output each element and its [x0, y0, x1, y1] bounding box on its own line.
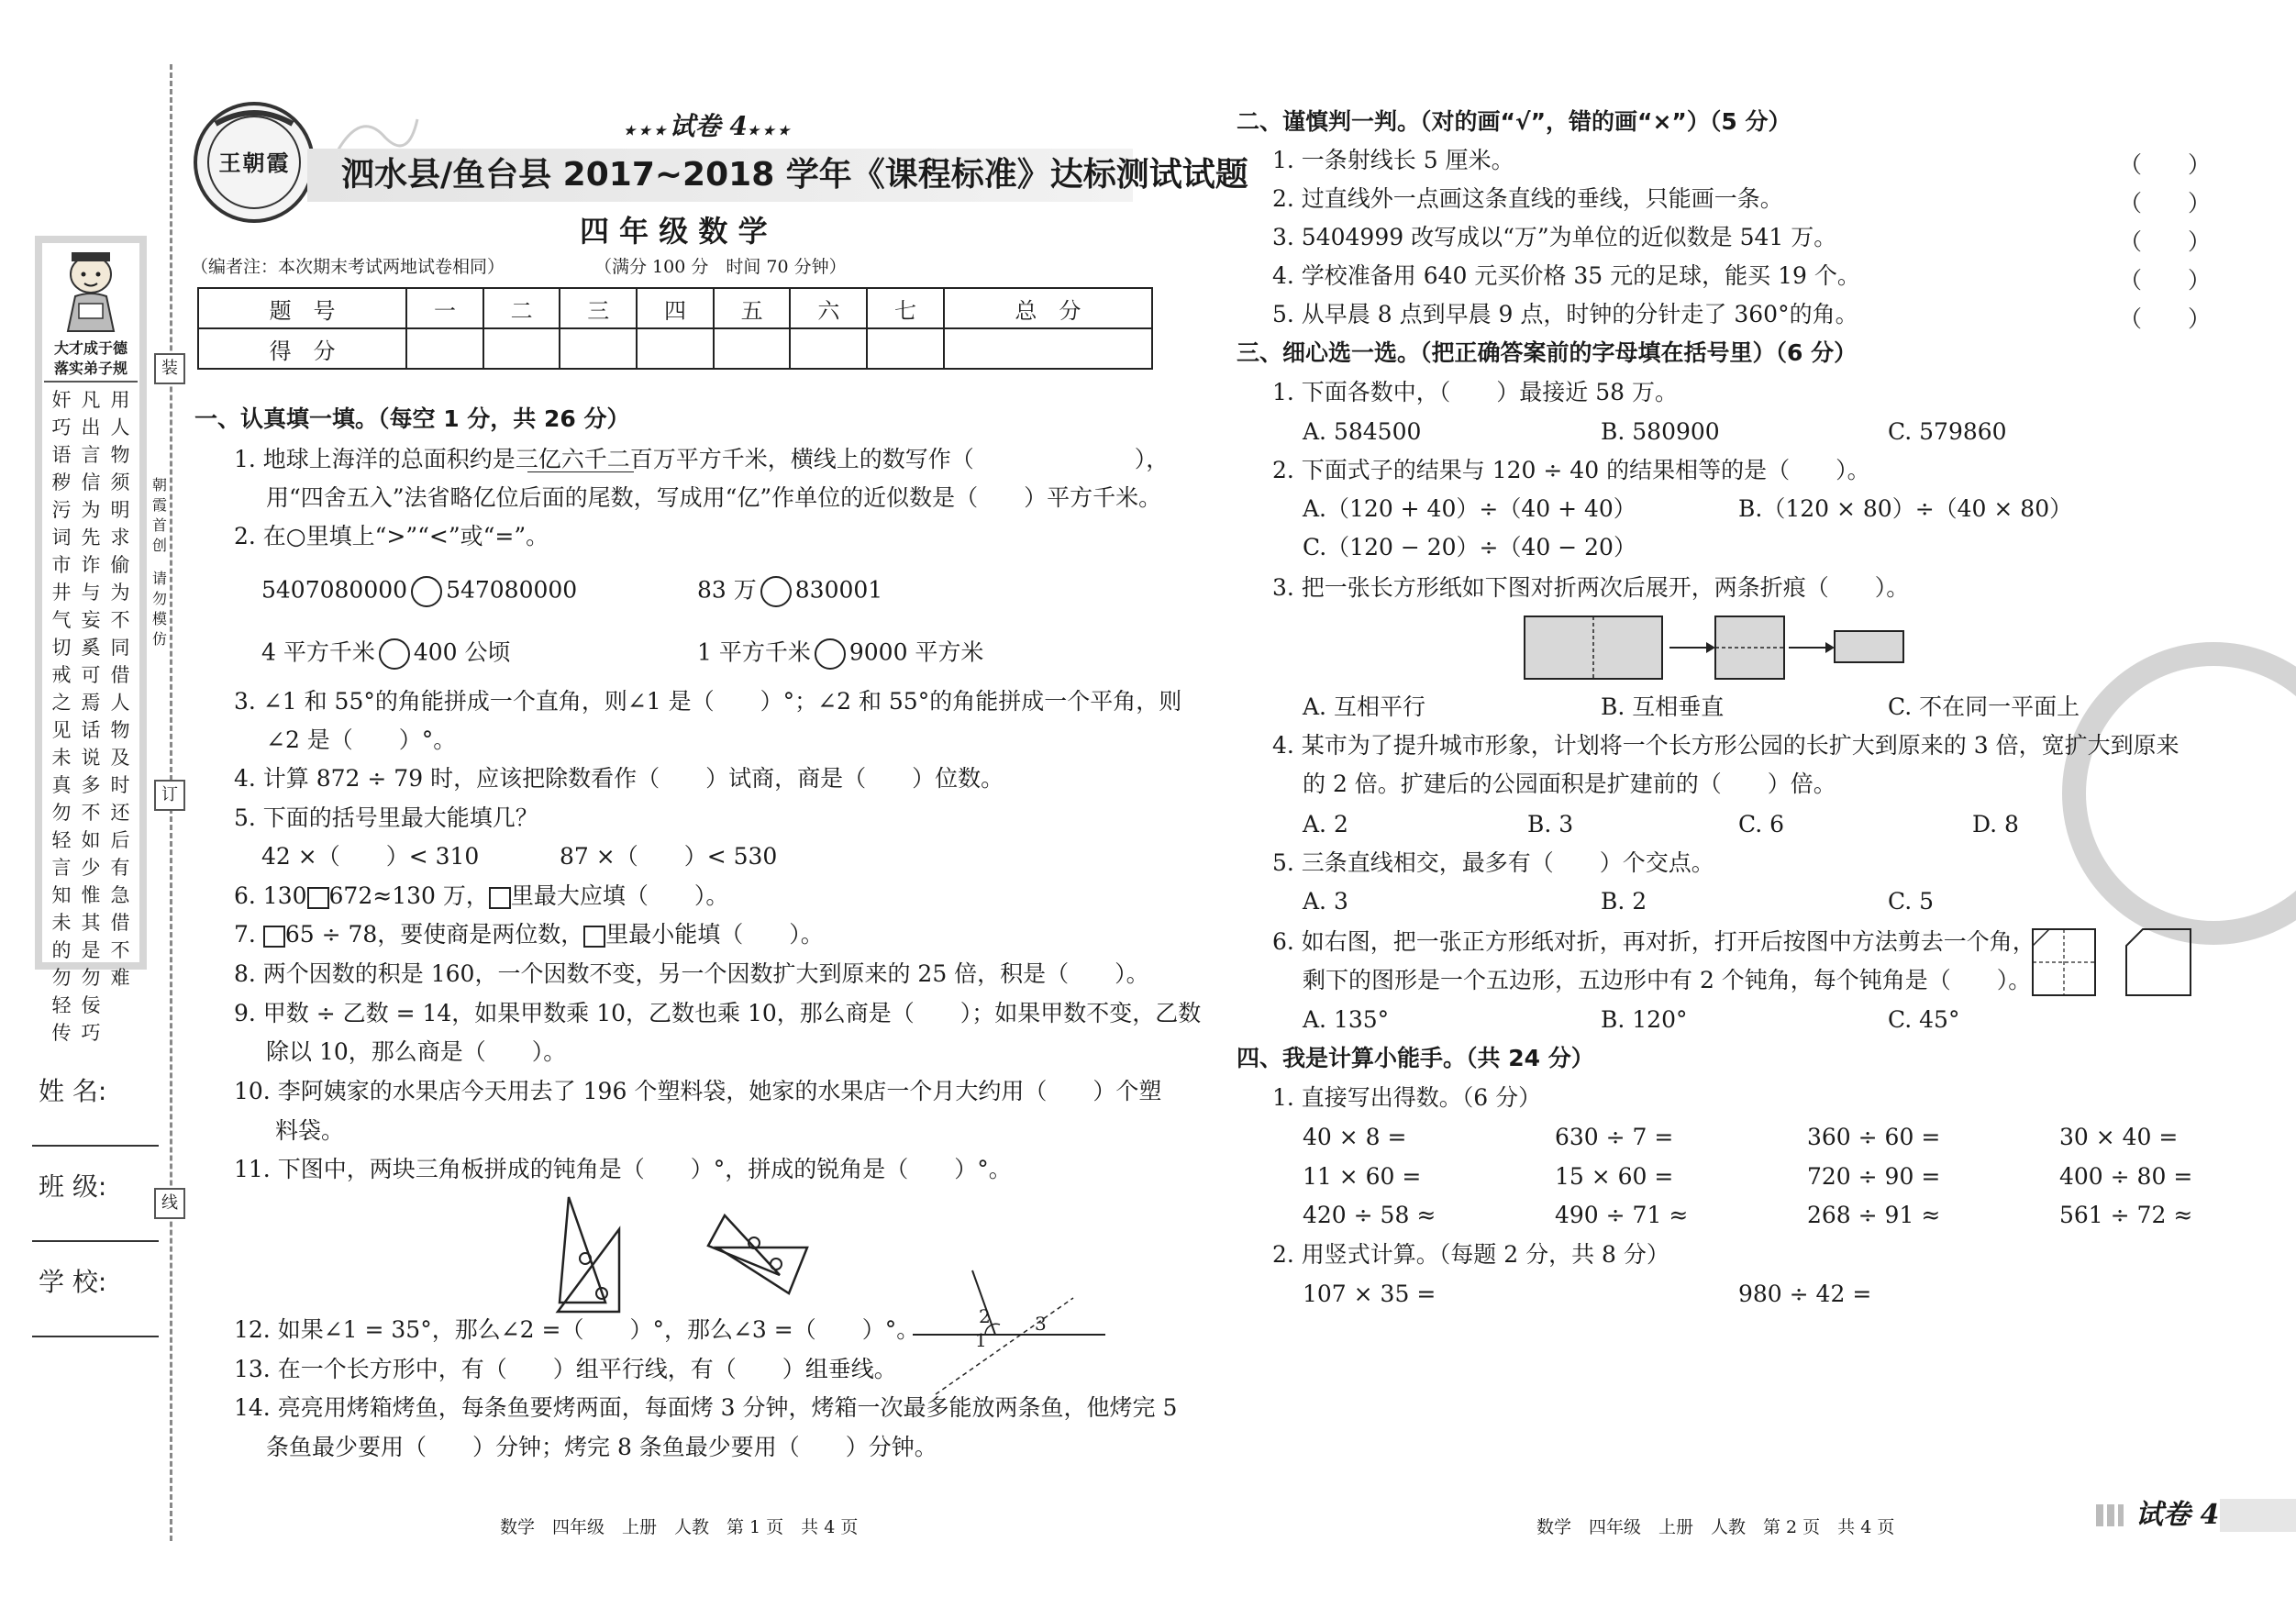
- angle-label-3: 3: [1035, 1313, 1047, 1335]
- class-field[interactable]: [32, 1240, 159, 1242]
- choice-2-option-b: B.（120 × 80）÷（40 × 80）: [1738, 495, 2073, 522]
- choice-5-option-a: A. 3: [1303, 888, 1348, 915]
- score-input-cell[interactable]: [637, 328, 714, 369]
- angle-diagram: [908, 1266, 1119, 1403]
- footer-bar: [2220, 1499, 2296, 1532]
- set-square-figure: [514, 1192, 826, 1316]
- choice-1: 1. 下面各数中，（ ）最接近 58 万。: [1272, 379, 1679, 405]
- choice-1-option-c: C. 579860: [1888, 418, 2007, 445]
- choice-4-option-d: D. 8: [1972, 811, 2019, 837]
- score-input-cell[interactable]: [406, 328, 483, 369]
- score-cell: 五: [714, 288, 791, 328]
- score-input-cell[interactable]: [483, 328, 560, 369]
- q1-underline: [527, 471, 634, 472]
- page-footer-left: 数学 四年级 上册 人教 第 1 页 共 4 页: [500, 1517, 859, 1537]
- choice-4-option-a: A. 2: [1303, 811, 1348, 837]
- question-5b: 87 ×（ ）< 530: [560, 843, 778, 870]
- school-field[interactable]: [32, 1336, 159, 1337]
- tag-stars-left: ★★★: [624, 124, 670, 139]
- q2b-left: 83 万: [697, 576, 757, 604]
- exam-tag-text: 试卷 4: [669, 111, 748, 141]
- editor-note: （编者注：本次期末考试两地试卷相同）: [191, 257, 505, 277]
- exam-tag: [624, 113, 793, 145]
- section-1-title: 一、认真填一填。（每空 1 分，共 26 分）: [194, 405, 630, 432]
- calc-item: 400 ÷ 80 =: [2059, 1163, 2193, 1190]
- question-9-line-2: 除以 10，那么商是（ ）。: [266, 1038, 567, 1065]
- question-14-line-1: 14. 亮亮用烤箱烤鱼，每条鱼要烤两面，每面烤 3 分钟，烤箱一次最多能放两条鱼，他烤完 5: [234, 1394, 1178, 1421]
- q7-mid: 65 ÷ 78，要使商是两位数，: [284, 921, 584, 948]
- choice-1-option-a: A. 584500: [1303, 418, 1422, 445]
- score-input-cell[interactable]: [867, 328, 944, 369]
- calc-item: 360 ÷ 60 =: [1807, 1124, 1941, 1150]
- name-label: 姓 名:: [39, 1076, 107, 1106]
- section-4-title: 四、我是计算小能手。（共 24 分）: [1237, 1045, 1594, 1071]
- judge-3: 3. 5404999 改写成以“万”为单位的近似数是 541 万。: [1272, 224, 1837, 250]
- score-cell: 一: [406, 288, 483, 328]
- binding-mark-1: 装: [154, 353, 185, 384]
- motto-divider: [44, 381, 138, 383]
- choice-5: 5. 三条直线相交，最多有（ ）个交点。: [1272, 849, 1714, 876]
- angle-label-1: 1: [975, 1329, 987, 1351]
- choice-2: 2. 下面式子的结果与 120 ÷ 40 的结果相等的是（ ）。: [1272, 457, 1870, 483]
- question-13: 13. 在一个长方形中，有（ ）组平行线，有（ ）组垂线。: [234, 1356, 897, 1382]
- choice-4-line-2: 的 2 倍。扩建后的公园面积是扩建前的（ ）倍。: [1303, 771, 1836, 797]
- question-14-line-2: 条鱼最少要用（ ）分钟；烤完 8 条鱼最少要用（ ）分钟。: [266, 1434, 937, 1460]
- calc-item: 40 × 8 =: [1303, 1124, 1407, 1150]
- answer-blank[interactable]: （ ）: [2119, 151, 2212, 178]
- q2-compare-c: [261, 638, 511, 670]
- question-2: 2. 在○里填上“>”“<”或“=”。: [234, 523, 549, 549]
- compare-circle[interactable]: [411, 576, 442, 607]
- q2-compare-a: [261, 576, 577, 607]
- calc-item: 11 × 60 =: [1303, 1163, 1422, 1190]
- score-cell: 得 分: [198, 328, 406, 369]
- binding-mark-2: 订: [154, 780, 185, 811]
- question-3-line-1: 3. ∠1 和 55°的角能拼成一个直角，则∠1 是（ ）°；∠2 和 55°的角能拼成一个平角，则: [234, 688, 1182, 715]
- footer-pattern: [2096, 1504, 2124, 1526]
- brand-logo-text: 王朝霞: [218, 150, 291, 176]
- score-table-score-row: [198, 328, 1152, 369]
- choice-3-option-c: C. 不在同一平面上: [1888, 693, 2080, 720]
- score-input-cell[interactable]: [790, 328, 867, 369]
- question-9-line-1: 9. 甲数 ÷ 乙数 = 14，如果甲数乘 10，乙数也乘 10，那么商是（ ）；如果甲数不变，乙数: [234, 1000, 1202, 1026]
- calc-subsection-1: 1. 直接写出得数。（6 分）: [1272, 1084, 1542, 1111]
- digit-box: [263, 926, 285, 948]
- question-5a: 42 ×（ ）< 310: [261, 843, 480, 870]
- score-time: （满分 100 分 时间 70 分钟）: [594, 257, 847, 277]
- answer-blank[interactable]: （ ）: [2119, 305, 2212, 332]
- motto-line1: 大才成于德: [53, 339, 128, 357]
- choice-4-option-c: C. 6: [1738, 811, 1785, 837]
- section-3-title: 三、细心选一选。（把正确答案前的字母填在括号里）（6 分）: [1237, 339, 1858, 366]
- angle-label-2: 2: [979, 1305, 991, 1327]
- calc-item: 420 ÷ 58 ≈: [1303, 1202, 1436, 1228]
- page-footer-right: 数学 四年级 上册 人教 第 2 页 共 4 页: [1536, 1517, 1895, 1537]
- compare-circle[interactable]: [815, 638, 846, 670]
- digit-box: [583, 926, 605, 948]
- calc-item: 30 × 40 =: [2059, 1124, 2179, 1150]
- question-7: [234, 921, 824, 948]
- question-3-line-2: ∠2 是（ ）°。: [266, 726, 457, 753]
- paper-folding-figure: [1523, 613, 1908, 686]
- class-label: 班 级:: [39, 1171, 107, 1202]
- digit-box: [307, 887, 329, 909]
- answer-blank[interactable]: （ ）: [2119, 267, 2212, 294]
- exam-title: 泗水县/鱼台县 2017~2018 学年《课程标准》达标测试试题: [341, 156, 1248, 194]
- score-table: [197, 287, 1153, 370]
- motto-strip: [35, 236, 147, 1044]
- proverb-column-1: 用人物须明求偷为不同借人物及时还后有急借不难: [110, 389, 130, 989]
- choice-2-option-a: A.（120 + 40）÷（40 + 40）: [1303, 495, 1636, 522]
- q7-pre: 7.: [234, 921, 263, 948]
- q2a-right: 547080000: [446, 576, 578, 604]
- calc-item: 15 × 60 =: [1555, 1163, 1674, 1190]
- answer-blank[interactable]: （ ）: [2119, 190, 2212, 216]
- exam-tag-footer: 试卷 4: [2135, 1499, 2220, 1531]
- watermark-seal: [2062, 642, 2296, 945]
- judge-1: 1. 一条射线长 5 厘米。: [1272, 147, 1514, 173]
- side-note-2: 请勿模仿: [151, 570, 167, 648]
- choice-3-option-b: B. 互相垂直: [1601, 693, 1725, 720]
- score-input-cell[interactable]: [944, 328, 1152, 369]
- vertical-calc-item: 980 ÷ 42 =: [1738, 1281, 1872, 1307]
- motto-inner: [42, 243, 139, 1044]
- question-6: [234, 882, 728, 910]
- choice-3-option-a: A. 互相平行: [1303, 693, 1425, 720]
- choice-4-option-b: B. 3: [1527, 811, 1574, 837]
- choice-6-line-2: 剩下的图形是一个五边形，五边形中有 2 个钝角，每个钝角是（ ）。: [1303, 967, 2032, 993]
- q2-compare-d: [697, 638, 983, 670]
- name-field[interactable]: [32, 1145, 159, 1147]
- score-cell: 三: [560, 288, 637, 328]
- proverb-column-3: 奸巧语秽污词市井气切戒之见未真勿轻言知未的勿轻传: [51, 389, 72, 1044]
- motto-line2: 落实弟子规: [53, 360, 128, 377]
- proverb-column-2: 凡出言信为先诈与妄奚可焉话说多不如少惟其是勿佞巧: [81, 389, 101, 1044]
- q6-pre: 6. 130: [234, 882, 307, 909]
- choice-5-option-b: B. 2: [1601, 888, 1647, 915]
- question-4: 4. 计算 872 ÷ 79 时，应该把除数看作（ ）试商，商是（ ）位数。: [234, 765, 1004, 792]
- score-input-cell[interactable]: [560, 328, 637, 369]
- question-1-line-1: 1. 地球上海洋的总面积约是三亿六千二百万平方千米，横线上的数写作（ ），: [234, 446, 1170, 472]
- q2a-left: 5407080000: [261, 576, 408, 604]
- binding-mark-3: 线: [154, 1188, 185, 1219]
- choice-6-option-b: B. 120°: [1601, 1006, 1688, 1033]
- question-10-line-2: 料袋。: [275, 1117, 345, 1144]
- choice-6-option-c: C. 45°: [1888, 1006, 1960, 1033]
- score-cell: 总 分: [944, 288, 1152, 328]
- calc-item: 720 ÷ 90 =: [1807, 1163, 1941, 1190]
- question-1-line-2: 用“四舍五入”法省略亿位后面的尾数，写成用“亿”作单位的近似数是（ ）平方千米。: [266, 484, 1162, 511]
- score-cell: 七: [867, 288, 944, 328]
- score-cell: 六: [790, 288, 867, 328]
- choice-1-option-b: B. 580900: [1601, 418, 1720, 445]
- score-cell: 题 号: [198, 288, 406, 328]
- calc-item: 268 ÷ 91 ≈: [1807, 1202, 1941, 1228]
- q2c-left: 4 平方千米: [261, 638, 375, 666]
- judge-2: 2. 过直线外一点画这条直线的垂线，只能画一条。: [1272, 185, 1783, 212]
- q2-compare-b: [697, 576, 882, 607]
- calc-item: 630 ÷ 7 =: [1555, 1124, 1674, 1150]
- question-11: 11. 下图中，两块三角板拼成的钝角是（ ）°，拼成的锐角是（ ）°。: [234, 1156, 1012, 1182]
- school-label: 学 校:: [39, 1267, 107, 1297]
- side-note-1: 朝霞首创: [151, 476, 167, 554]
- q7-post: 里最小能填（ ）。: [605, 921, 824, 948]
- question-5: 5. 下面的括号里最大能填几？: [234, 804, 538, 831]
- question-12: 12. 如果∠1 = 35°，那么∠2 =（ ）°，那么∠3 =（ ）°。: [234, 1316, 920, 1343]
- choice-3: 3. 把一张长方形纸如下图对折两次后展开，两条折痕（ ）。: [1272, 574, 1910, 601]
- choice-6-option-a: A. 135°: [1303, 1006, 1390, 1033]
- q6-mid: 672≈130 万，: [328, 882, 489, 909]
- score-cell: 四: [637, 288, 714, 328]
- calc-subsection-2: 2. 用竖式计算。（每题 2 分，共 8 分）: [1272, 1241, 1669, 1268]
- q2b-right: 830001: [794, 576, 883, 604]
- score-cell: 二: [483, 288, 560, 328]
- judge-5: 5. 从早晨 8 点到早晨 9 点，时钟的分针走了 360°的角。: [1272, 301, 1858, 327]
- section-2-title: 二、谨慎判一判。（对的画“√”，错的画“×”）（5 分）: [1237, 108, 1791, 135]
- judge-4: 4. 学校准备用 640 元买价格 35 元的足球，能买 19 个。: [1272, 262, 1860, 289]
- digit-box: [489, 887, 511, 909]
- choice-5-option-c: C. 5: [1888, 888, 1935, 915]
- answer-blank[interactable]: （ ）: [2119, 228, 2212, 255]
- q2c-right: 400 公顷: [413, 638, 511, 666]
- calc-item: 561 ÷ 72 ≈: [2059, 1202, 2193, 1228]
- subject-title: 四 年 级 数 学: [580, 214, 768, 249]
- square-cut-figure: [2029, 922, 2196, 1004]
- choice-2-option-c: C.（120 − 20）÷（40 − 20）: [1303, 534, 1636, 560]
- choice-4-line-1: 4. 某市为了提升城市形象，计划将一个长方形公园的长扩大到原来的 3 倍，宽扩大到原来: [1272, 732, 2180, 759]
- scholar-figure-icon: [51, 247, 130, 335]
- calc-item: 490 ÷ 71 ≈: [1555, 1202, 1689, 1228]
- q6-post: 里最大应填（ ）。: [510, 882, 729, 909]
- question-10-line-1: 10. 李阿姨家的水果店今天用去了 196 个塑料袋，她家的水果店一个月大约用（ ）个塑: [234, 1078, 1162, 1104]
- compare-circle[interactable]: [379, 638, 410, 670]
- score-input-cell[interactable]: [714, 328, 791, 369]
- vertical-calc-item: 107 × 35 =: [1303, 1281, 1436, 1307]
- tag-stars-right: ★★★: [747, 124, 793, 139]
- choice-6-line-1: 6. 如右图，把一张正方形纸对折，再对折，打开后按图中方法剪去一个角，: [1272, 928, 2035, 955]
- q2d-right: 9000 平方米: [849, 638, 984, 666]
- q2d-left: 1 平方千米: [697, 638, 811, 666]
- question-8: 8. 两个因数的积是 160，一个因数不变，另一个因数扩大到原来的 25 倍，积是（ ）。: [234, 960, 1149, 987]
- compare-circle[interactable]: [760, 576, 792, 607]
- score-table-header-row: [198, 288, 1152, 328]
